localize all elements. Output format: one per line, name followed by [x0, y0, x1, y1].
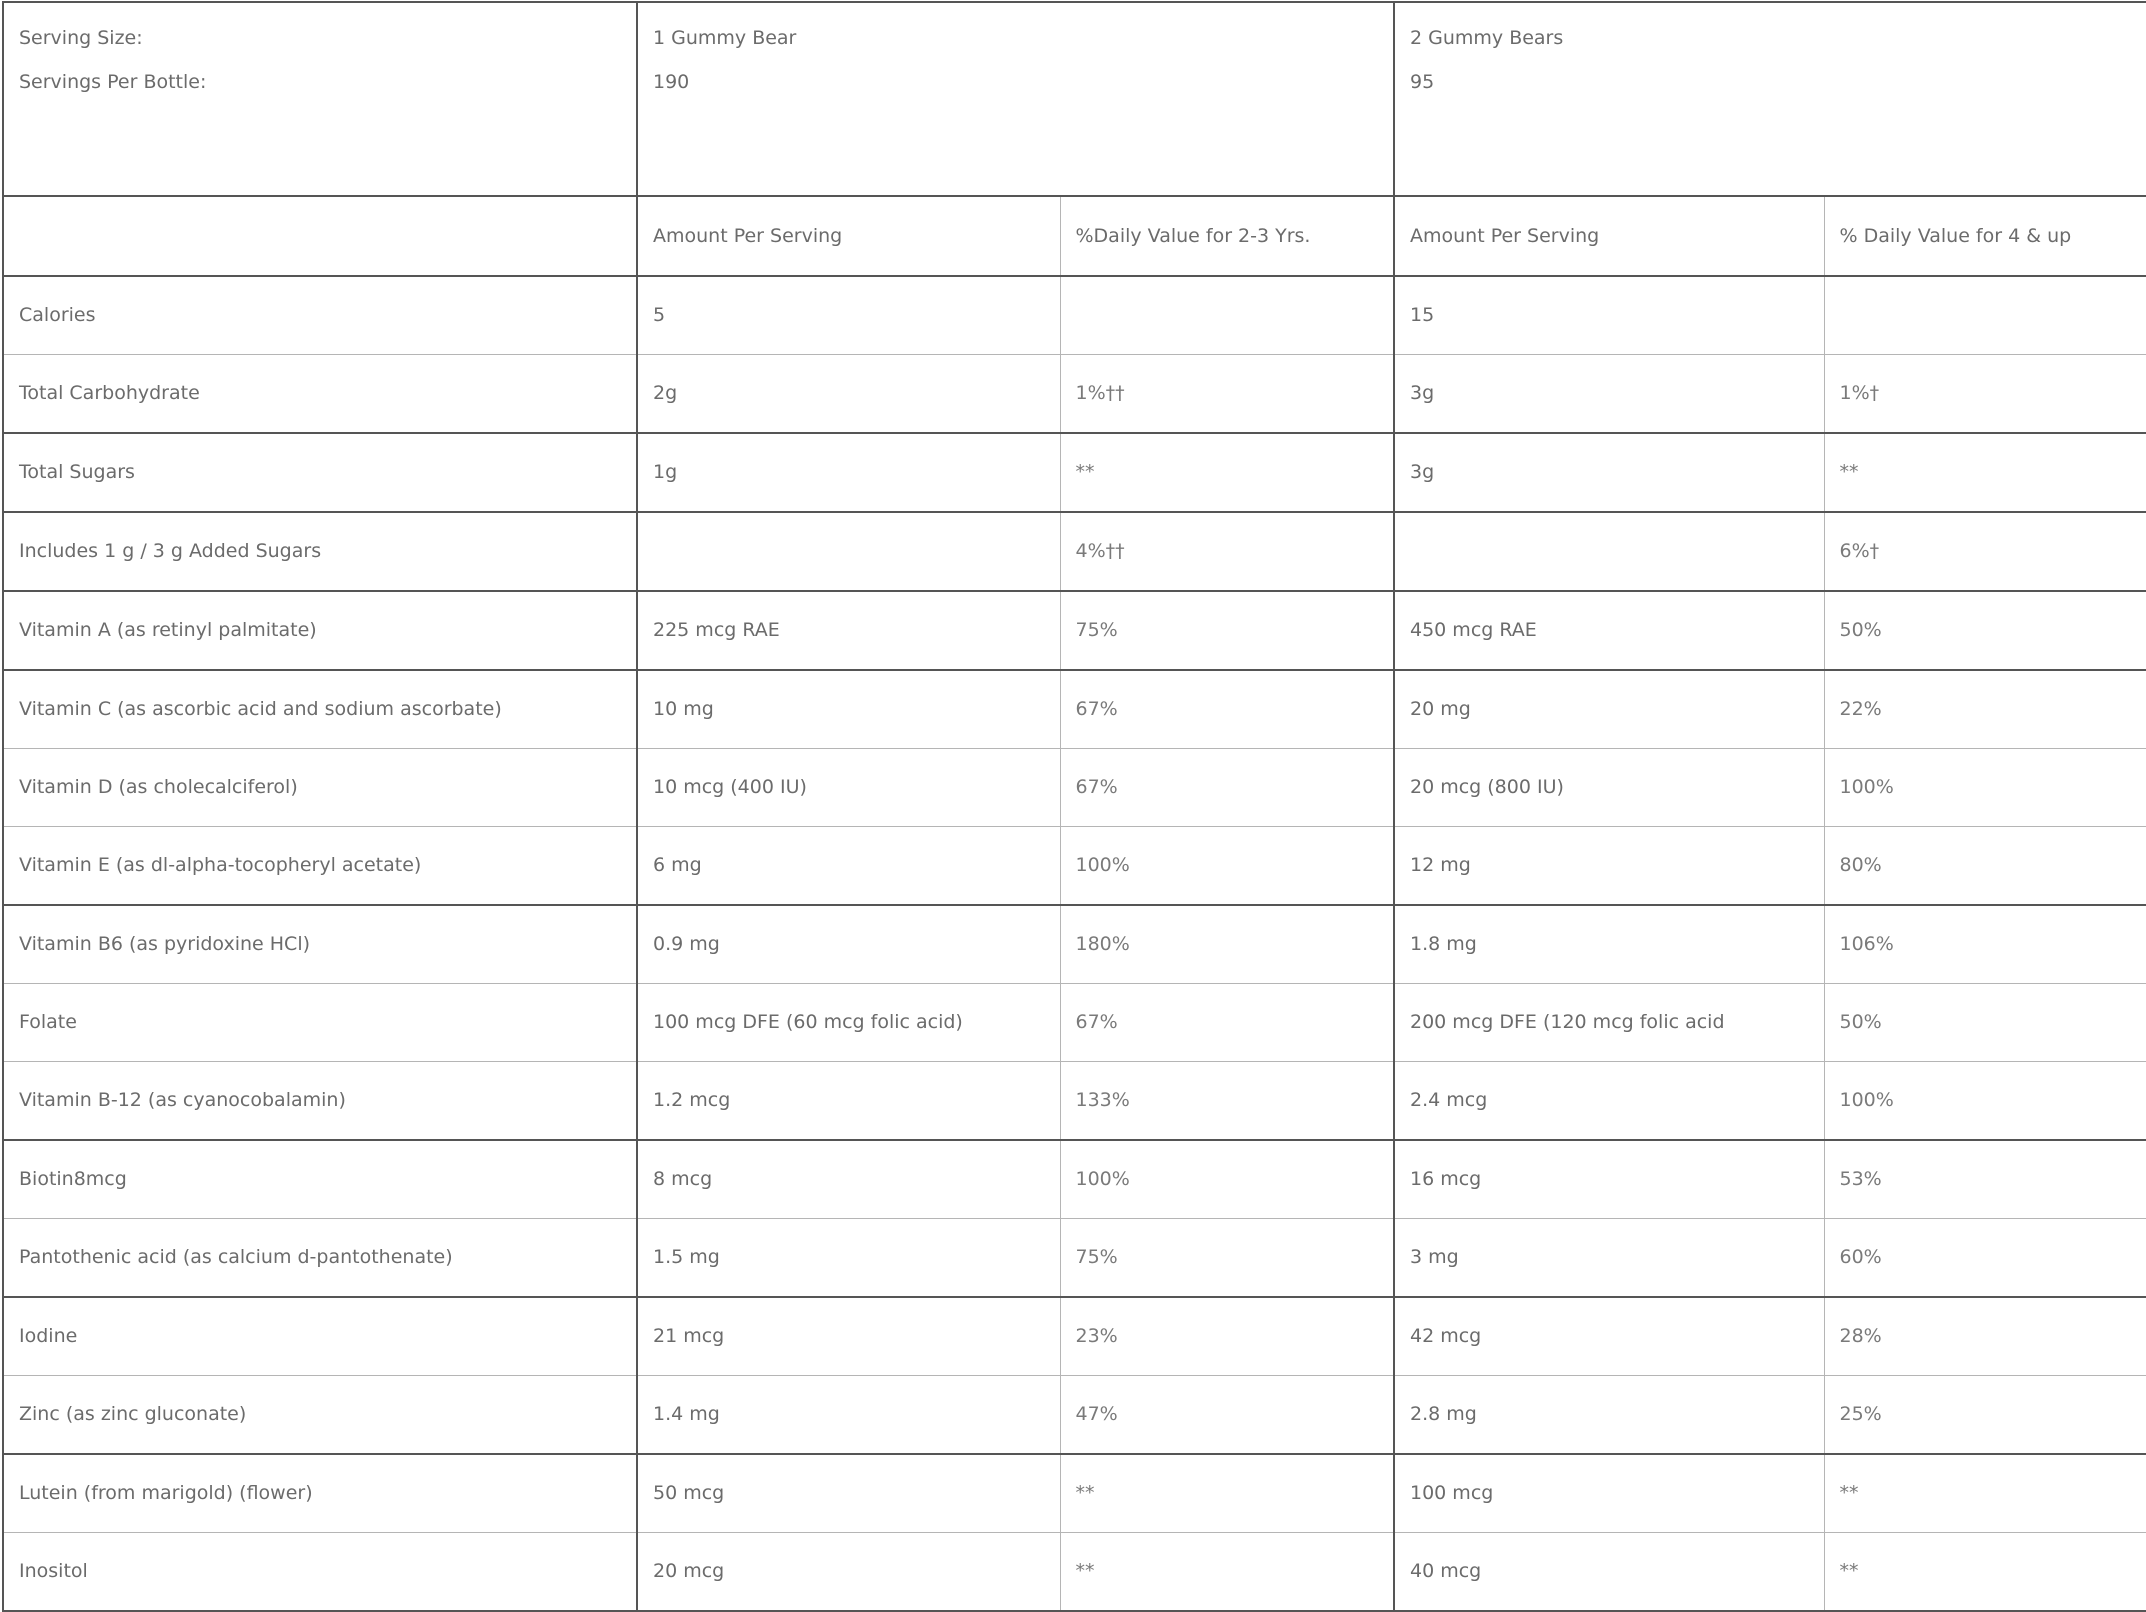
daily-value-col1: 67% [1060, 749, 1394, 827]
serving-info-col1 [637, 2, 1394, 196]
nutrient-name: Calories [3, 276, 637, 355]
daily-value-col2: ** [1824, 1533, 2146, 1612]
amount-col1: 21 mcg [637, 1297, 1060, 1376]
amount-col1: 6 mg [637, 827, 1060, 906]
daily-value-col1: 67% [1060, 984, 1394, 1062]
nutrient-row [3, 1297, 2146, 1376]
nutrient-name: Zinc (as zinc gluconate) [3, 1376, 637, 1455]
nutrient-name: Total Sugars [3, 433, 637, 512]
nutrient-name: Vitamin D (as cholecalciferol) [3, 749, 637, 827]
amount-col2: 15 [1394, 276, 1824, 355]
nutrient-name: Includes 1 g / 3 g Added Sugars [3, 512, 637, 591]
daily-value-col2: 28% [1824, 1297, 2146, 1376]
nutrient-header [3, 196, 637, 276]
supplement-facts-table [2, 1, 2146, 1612]
nutrient-row [3, 1533, 2146, 1612]
nutrient-name: Vitamin B6 (as pyridoxine HCl) [3, 905, 637, 984]
nutrient-row [3, 827, 2146, 906]
nutrient-row [3, 749, 2146, 827]
nutrient-name: Folate [3, 984, 637, 1062]
daily-value-col2: 25% [1824, 1376, 2146, 1455]
serving-info-col2 [1394, 2, 2146, 196]
daily-value-col2: 53% [1824, 1140, 2146, 1219]
nutrient-name: Vitamin A (as retinyl palmitate) [3, 591, 637, 670]
nutrient-name: Vitamin B-12 (as cyanocobalamin) [3, 1062, 637, 1141]
nutrient-name: Vitamin E (as dl-alpha-tocopheryl acetate) [3, 827, 637, 906]
amount-col1: 20 mcg [637, 1533, 1060, 1612]
amount-col1: 5 [637, 276, 1060, 355]
daily-value-col1: ** [1060, 433, 1394, 512]
nutrient-name: Inositol [3, 1533, 637, 1612]
daily-value-header-col1: %Daily Value for 2-3 Yrs. [1060, 196, 1394, 276]
daily-value-col2: 60% [1824, 1219, 2146, 1298]
amount-col2: 3g [1394, 433, 1824, 512]
daily-value-col1: ** [1060, 1454, 1394, 1533]
daily-value-col2: 100% [1824, 749, 2146, 827]
daily-value-col2: 22% [1824, 670, 2146, 749]
amount-col1: 10 mg [637, 670, 1060, 749]
servings-per-bottle-col1: 190 [653, 71, 690, 93]
nutrient-row [3, 1376, 2146, 1455]
serving-size-col1: 1 Gummy Bear [653, 27, 797, 49]
daily-value-col2 [1824, 276, 2146, 355]
amount-col2: 1.8 mg [1394, 905, 1824, 984]
daily-value-col1: 75% [1060, 591, 1394, 670]
daily-value-col1: 47% [1060, 1376, 1394, 1455]
amount-col2: 16 mcg [1394, 1140, 1824, 1219]
daily-value-col1: 100% [1060, 827, 1394, 906]
nutrient-row [3, 355, 2146, 434]
nutrient-row [3, 670, 2146, 749]
daily-value-col1: 67% [1060, 670, 1394, 749]
daily-value-col1: 4%†† [1060, 512, 1394, 591]
amount-col1: 8 mcg [637, 1140, 1060, 1219]
amount-col1: 10 mcg (400 IU) [637, 749, 1060, 827]
nutrient-name: Vitamin C (as ascorbic acid and sodium ascorbate) [3, 670, 637, 749]
amount-col2: 2.4 mcg [1394, 1062, 1824, 1141]
column-header-row [3, 196, 2146, 276]
amount-col2: 42 mcg [1394, 1297, 1824, 1376]
amount-col1: 1.5 mg [637, 1219, 1060, 1298]
amount-col1: 1.2 mcg [637, 1062, 1060, 1141]
daily-value-col1: 23% [1060, 1297, 1394, 1376]
amount-col2: 100 mcg [1394, 1454, 1824, 1533]
amount-col1: 1g [637, 433, 1060, 512]
nutrient-name: Biotin8mcg [3, 1140, 637, 1219]
nutrient-row [3, 1219, 2146, 1298]
nutrient-row [3, 591, 2146, 670]
amount-col2: 12 mg [1394, 827, 1824, 906]
amount-col1: 2g [637, 355, 1060, 434]
daily-value-col1: 133% [1060, 1062, 1394, 1141]
daily-value-col2: ** [1824, 1454, 2146, 1533]
nutrient-row [3, 1454, 2146, 1533]
nutrient-name: Iodine [3, 1297, 637, 1376]
amount-col1: 225 mcg RAE [637, 591, 1060, 670]
servings-per-bottle-label: Servings Per Bottle: [19, 71, 207, 93]
daily-value-col2: 50% [1824, 591, 2146, 670]
daily-value-col2: 106% [1824, 905, 2146, 984]
daily-value-col2: ** [1824, 433, 2146, 512]
daily-value-col1: 100% [1060, 1140, 1394, 1219]
daily-value-col2: 80% [1824, 827, 2146, 906]
amount-col2: 450 mcg RAE [1394, 591, 1824, 670]
amount-col2: 2.8 mg [1394, 1376, 1824, 1455]
daily-value-col1: 1%†† [1060, 355, 1394, 434]
amount-col1: 50 mcg [637, 1454, 1060, 1533]
nutrient-row [3, 276, 2146, 355]
amount-header-col2: Amount Per Serving [1394, 196, 1824, 276]
amount-col2: 40 mcg [1394, 1533, 1824, 1612]
serving-size-label: Serving Size: [19, 27, 143, 49]
amount-col2: 20 mg [1394, 670, 1824, 749]
daily-value-col2: 100% [1824, 1062, 2146, 1141]
serving-info-row [3, 2, 2146, 196]
daily-value-col2: 6%† [1824, 512, 2146, 591]
amount-col1: 1.4 mg [637, 1376, 1060, 1455]
amount-col1 [637, 512, 1060, 591]
amount-header-col1: Amount Per Serving [637, 196, 1060, 276]
daily-value-header-col2: % Daily Value for 4 & up [1824, 196, 2146, 276]
daily-value-col2: 50% [1824, 984, 2146, 1062]
daily-value-col1: 180% [1060, 905, 1394, 984]
nutrient-row [3, 1140, 2146, 1219]
daily-value-col1 [1060, 276, 1394, 355]
nutrient-row [3, 1062, 2146, 1141]
amount-col2: 3 mg [1394, 1219, 1824, 1298]
amount-col2: 200 mcg DFE (120 mcg folic acid [1394, 984, 1824, 1062]
amount-col1: 100 mcg DFE (60 mcg folic acid) [637, 984, 1060, 1062]
serving-labels-cell [3, 2, 637, 196]
daily-value-col1: 75% [1060, 1219, 1394, 1298]
nutrient-row [3, 433, 2146, 512]
amount-col1: 0.9 mg [637, 905, 1060, 984]
serving-size-col2: 2 Gummy Bears [1410, 27, 1564, 49]
servings-per-bottle-col2: 95 [1410, 71, 1435, 93]
nutrient-row [3, 984, 2146, 1062]
nutrient-name: Lutein (from marigold) (flower) [3, 1454, 637, 1533]
nutrient-row [3, 905, 2146, 984]
nutrient-name: Pantothenic acid (as calcium d-pantothenate) [3, 1219, 637, 1298]
amount-col2: 20 mcg (800 IU) [1394, 749, 1824, 827]
amount-col2 [1394, 512, 1824, 591]
amount-col2: 3g [1394, 355, 1824, 434]
nutrient-name: Total Carbohydrate [3, 355, 637, 434]
daily-value-col2: 1%† [1824, 355, 2146, 434]
daily-value-col1: ** [1060, 1533, 1394, 1612]
nutrient-row [3, 512, 2146, 591]
